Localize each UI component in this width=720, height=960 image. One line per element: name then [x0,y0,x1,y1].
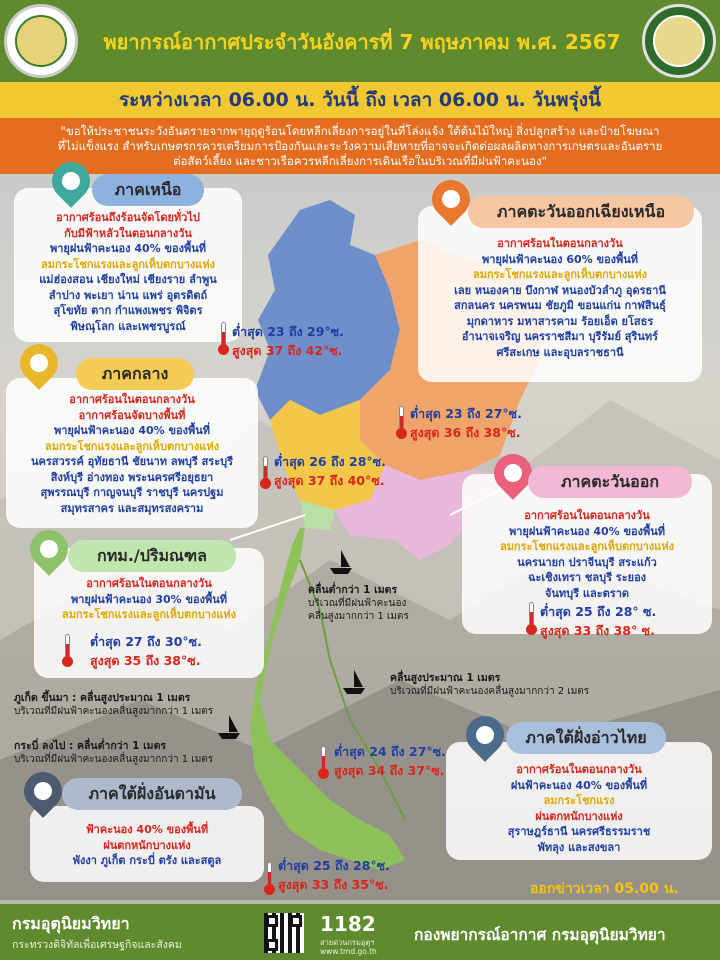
wave-title: คลื่นสูงประมาณ 1 เมตร [390,672,501,684]
bangkok-title: กทม./ปริมณฑล [68,540,236,572]
central-temp-low: ต่ำสุด 26 ถึง 28°ซ. [274,454,386,469]
boat-icon-gulf-upper [330,550,352,574]
wave-title: กระบี่ ลงไป : คลื่นต่ำกว่า 1 เมตร [14,740,167,752]
northeast-line: ศรีสะเกษ และอุบลราชธานี [496,345,624,359]
north-line: พายุฝนฟ้าคะนอง 40% ของพื้นที่ [49,242,207,255]
wave-detail: บริเวณที่มีฝนฟ้าคะนอง [308,598,407,609]
central-line: อากาศร้อนจัดบางพื้นที่ [78,408,186,422]
northeast-line: อากาศร้อนในตอนกลางวัน [497,237,623,250]
northeast-temp-low: ต่ำสุด 23 ถึง 27°ซ. [410,406,522,421]
wave-title: คลื่นต่ำกว่า 1 เมตร [308,584,398,596]
northeast-temps [410,404,522,442]
central-line: สิงห์บุรี อ่างทอง พระนครศรีอยุธยา [50,470,214,484]
north-temps [232,322,344,360]
website-link[interactable]: www.tmd.go.th [320,947,377,956]
footer-ministry: กระทรวงดิจิทัลเพื่อเศรษฐกิจและสังคม [12,939,182,951]
north-temp-low: ต่ำสุด 23 ถึง 29°ซ. [232,324,344,339]
warning-box [0,118,720,174]
central-temps [274,452,386,490]
wave-detail: บริเวณที่มีฝนฟ้าคะนองคลื่นสูงมากกว่า 1 เมตร [14,754,214,765]
south-andaman-line: ฝนตกหนักบางแห่ง [103,838,191,852]
east-line: นครนายก ปราจีนบุรี สระแก้ว [517,555,657,569]
east-line: จันทบุรี และตราด [544,586,630,600]
north-line: พิษณุโลก และเพชรบูรณ์ [70,319,186,333]
bangkok-temp-high: สูงสุด 35 ถึง 38°ซ. [90,653,201,668]
east-temps [540,602,656,640]
time-range-band [0,82,720,118]
thermometer-icon [526,602,536,636]
northeast-line: พายุฝนฟ้าคะนอง 60% ของพื้นที่ [481,252,639,266]
south-gulf-line: สุราษฎร์ธานี นครศรีธรรมราช [507,825,651,838]
wave-title: ภูเก็ต ขึ้นมา : คลื่นสูงประมาณ 1 เมตร [14,692,191,704]
wave-detail: บริเวณที่มีฝนฟ้าคะนองคลื่นสูงมากกว่า 2 เมตร [390,686,590,697]
northeast-line: เลย หนองคาย บึงกาฬ หนองบัวลำภู อุดรธานี [454,283,666,297]
central-line: ลมกระโชกแรงและลูกเห็บตกบางแห่ง [44,439,220,453]
wave-detail: บริเวณที่มีฝนฟ้าคะนองคลื่นสูงมากกว่า 1 เมตร [14,706,214,717]
northeast-temp-high: สูงสุด 36 ถึง 38°ซ. [410,425,521,440]
qr-code-icon[interactable] [264,913,304,953]
central-line: สุพรรณบุรี กาญจนบุรี ราชบุรี นครปฐม [40,486,224,499]
thermometer-icon [62,634,72,668]
header-bar [0,0,720,82]
central-line: อากาศร้อนในตอนกลางวัน [69,393,195,406]
tmd-seal-logo-right [642,4,716,78]
east-temp-high: สูงสุด 33 ถึง 38° ซ. [540,623,655,638]
central-title: ภาคกลาง [76,358,194,390]
south-andaman-line: พังงา ภูเก็ต กระบี่ ตรัง และสตูล [72,854,222,867]
northeast-line: สกลนคร นครพนม ชัยภูมิ ขอนแก่น กาฬสินธุ์ [454,299,666,312]
central-line: นครสวรรค์ อุทัยธานี ชัยนาท ลพบุรี สระบุรี [30,455,234,468]
south-andaman-panel [30,806,264,882]
north-temp-high: สูงสุด 37 ถึง 42°ซ. [232,343,343,358]
south-gulf-title: ภาคใต้ฝั่งอ่าวไทย [506,722,666,754]
bangkok-line: ลมกระโชกแรงและลูกเห็บตกบางแห่ง [61,608,237,621]
footer-bar [0,904,720,960]
wave-detail: คลื่นสูงมากกว่า 1 เมตร [308,611,409,622]
south-andaman-title: ภาคใต้ฝั่งอันดามัน [62,778,242,810]
northeast-line: มุกดาหาร มหาสารคาม ร้อยเอ็ด ยโสธร [466,314,654,328]
central-line: สมุทรสาคร และสมุทรสงคราม [60,501,204,515]
south-gulf-temps [334,742,446,780]
wave-info-gulf-upper [308,584,409,623]
northeast-line: อำนาจเจริญ นครราชสีมา บุรีรัมย์ สุรินทร์ [461,330,659,343]
thermometer-icon [264,862,274,896]
bangkok-line: อากาศร้อนในตอนกลางวัน [86,577,212,590]
wave-info-andaman-upper [14,692,213,718]
central-line: พายุฝนฟ้าคะนอง 40% ของพื้นที่ [53,424,211,437]
hotline-caption [320,938,377,956]
south-gulf-temp-high: สูงสุด 34 ถึง 37°ซ. [334,763,445,778]
north-line: กับมีฟ้าหลัวในตอนกลางวัน [64,226,192,240]
north-panel [14,188,242,342]
footer-division: กองพยากรณ์อากาศ กรมอุตุนิยมวิทยา [414,926,666,944]
south-andaman-temp-high: สูงสุด 33 ถึง 35°ซ. [278,877,389,892]
map-south [250,528,405,870]
tmd-seal-logo-left [4,4,78,78]
bangkok-temps [90,632,202,670]
boat-icon-gulf-lower [343,670,365,694]
north-line: อากาศร้อนถึงร้อนจัดโดยทั่วไป [56,211,200,224]
central-panel [6,378,258,528]
south-andaman-temps [278,856,390,894]
boat-icon-andaman [218,715,240,739]
page-title: พยากรณ์อากาศประจำวันอังคารที่ 7 พฤษภาคม พ.ศ. 2567 [103,30,621,54]
northeast-line: ลมกระโชกแรงและลูกเห็บตกบางแห่ง [472,268,648,281]
north-line: สุโขทัย ตาก กำแพงเพชร พิจิตร [53,304,203,317]
north-line: ลำปาง พะเยา น่าน แพร่ อุตรดิตถ์ [48,288,208,302]
south-andaman-line: ฟ้าคะนอง 40% ของพื้นที่ [85,823,209,836]
warning-line-3: ต่อสัตว์เลี้ยง และชาวเรือควรหลีกเลี่ยงการเดินเรือในบริเวณที่มีฝนฟ้าคะนอง" [173,154,547,168]
issue-time: ออกข่าวเวลา 05.00 น. [530,881,679,897]
thermometer-icon [396,406,406,440]
south-gulf-temp-low: ต่ำสุด 24 ถึง 27°ซ. [334,744,446,759]
east-line: อากาศร้อนในตอนกลางวัน [524,509,650,522]
warning-line-1: "ขอให้ประชาชนระวังอันตรายจากพายุฤดูร้อนโดยหลีกเลี่ยงการอยู่ในที่โล่งแจ้ง ใต้ต้นไม้ใหญ่ สิ่งปลูกสร้าง และป้ายโฆษณา [60,124,660,138]
thermometer-icon [260,456,270,490]
south-gulf-line: ฝนตกหนักบางแห่ง [535,809,623,823]
north-line: ลมกระโชกแรงและลูกเห็บตกบางแห่ง [40,257,216,271]
bangkok-line: พายุฝนฟ้าคะนอง 30% ของพื้นที่ [70,592,228,606]
hotline-label: สายด่วนกรมอุตุฯ [320,938,375,947]
south-gulf-line: ลมกระโชกแรง [543,794,615,807]
wave-info-gulf-lower [390,672,589,698]
east-line: ฉะเชิงเทรา ชลบุรี ระยอง [527,571,647,584]
south-gulf-line: ฝนฟ้าคะนอง 40% ของพื้นที่ [510,778,648,792]
footer-department: กรมอุตุนิยมวิทยา [12,914,130,933]
thermometer-icon [318,746,328,780]
south-gulf-line: พัทลุง และสงขลา [537,840,621,854]
east-line: พายุฝนฟ้าคะนอง 40% ของพื้นที่ [508,524,666,538]
northeast-panel [418,206,702,382]
hotline-number: 1182 [320,912,376,936]
thermometer-icon [218,322,228,356]
east-line: ลมกระโชกแรงและลูกเห็บตกบางแห่ง [499,540,675,553]
bangkok-temp-low: ต่ำสุด 27 ถึง 30°ซ. [90,634,202,649]
east-title: ภาคตะวันออก [528,466,692,498]
wave-info-andaman-lower [14,740,213,766]
south-gulf-line: อากาศร้อนในตอนกลางวัน [516,763,642,776]
northeast-title: ภาคตะวันออกเฉียงเหนือ [468,196,694,228]
north-line: แม่ฮ่องสอน เชียงใหม่ เชียงราย ลำพูน [39,273,217,286]
south-andaman-temp-low: ต่ำสุด 25 ถึง 28°ซ. [278,858,390,873]
central-temp-high: สูงสุด 37 ถึง 40°ซ. [274,473,385,488]
north-title: ภาคเหนือ [92,174,204,206]
warning-line-2: ที่ไม่แข็งแรง สำหรับเกษตรกรควรเตรียมการป้องกันและระวังความเสียหายที่อาจจะเกิดต่อผลผลิตทางการเกษตรและอันตราย [57,139,663,153]
east-temp-low: ต่ำสุด 25 ถึง 28° ซ. [540,604,657,619]
time-range-text: ระหว่างเวลา 06.00 น. วันนี้ ถึง เวลา 06.00 น. วันพรุ่งนี้ [118,89,602,111]
